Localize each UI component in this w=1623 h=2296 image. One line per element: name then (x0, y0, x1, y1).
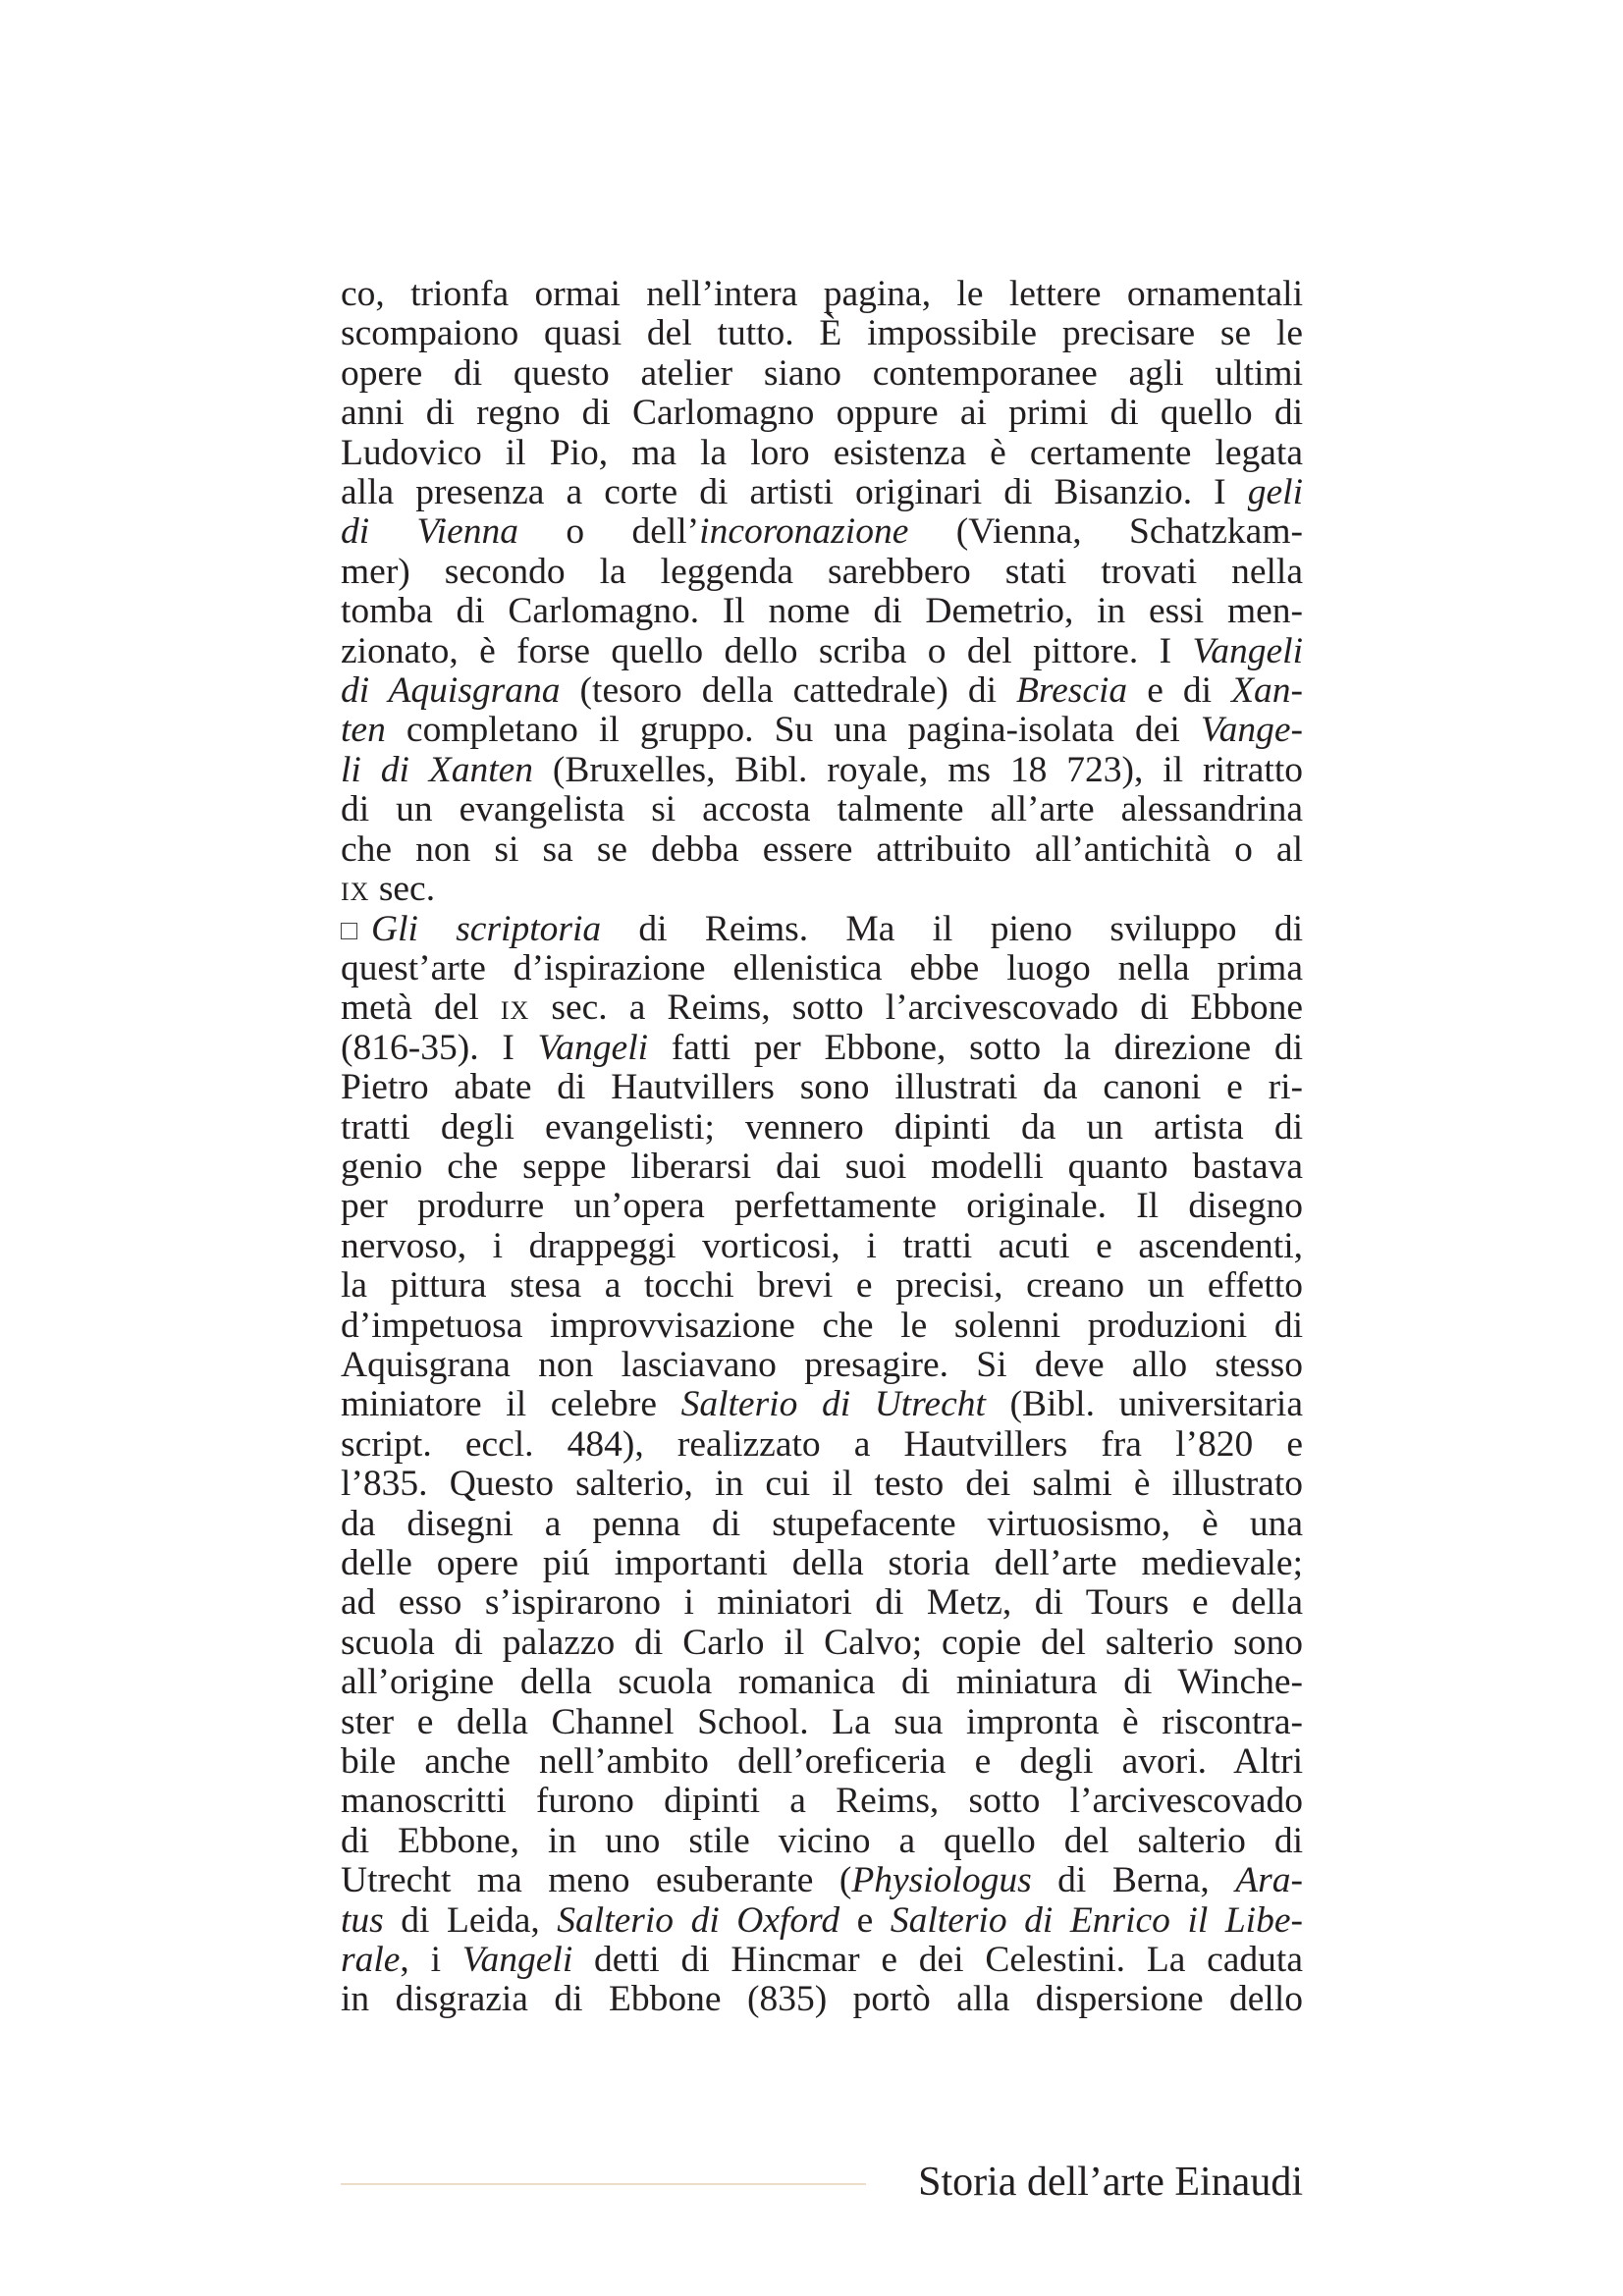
text-line: Ludovico il Pio, ma la loro esistenza è certamente legata (341, 432, 1303, 473)
text-line: tus di Leida, Salterio di Oxford e Salterio di Enrico il Libe- (341, 1899, 1303, 1941)
text-line: miniatore il celebre Salterio di Utrecht (Bibl. universitaria (341, 1384, 1303, 1425)
text-line: nervoso, i drappeggi vorticosi, i tratti acuti e ascendenti, (341, 1225, 1303, 1266)
text-line: di Vienna o dell’incoronazione (Vienna, Schatzkam- (341, 511, 1303, 553)
text-line: script. eccl. 484), realizzato a Hautvillers fra l’820 e (341, 1423, 1303, 1465)
section-square-icon (341, 923, 357, 939)
text-line: Aquisgrana non lasciavano presagire. Si deve allo stesso (341, 1344, 1303, 1385)
text-line: scompaiono quasi del tutto. È impossibile precisare se le (341, 313, 1303, 354)
text-line: bile anche nell’ambito dell’oreficeria e degli avori. Altri (341, 1741, 1303, 1783)
text-line: tratti degli evangelisti; vennero dipinti da un artista di (341, 1106, 1303, 1148)
text-line: rale, i Vangeli detti di Hincmar e dei Celestini. La caduta (341, 1940, 1303, 1981)
text-line: Gli scriptoria di Reims. Ma il pieno sviluppo di (341, 910, 1303, 949)
text-line: mer) secondo la leggenda sarebbero stati trovati nella (341, 551, 1303, 592)
text-line: scuola di palazzo di Carlo il Calvo; copie del salterio sono (341, 1622, 1303, 1663)
text-line: li di Xanten (Bruxelles, Bibl. royale, ms 18 723), il ritratto (341, 749, 1303, 790)
text-line: (816-35). I Vangeli fatti per Ebbone, sotto la direzione di (341, 1027, 1304, 1068)
text-line: Pietro abate di Hautvillers sono illustrati da canoni e ri- (341, 1067, 1303, 1108)
text-line: all’origine della scuola romanica di miniatura di Winche- (341, 1662, 1303, 1703)
text-line: anni di regno di Carlomagno oppure ai primi di quello di (341, 393, 1303, 434)
text-line: di un evangelista si accosta talmente all’arte alessandrina (341, 789, 1303, 830)
footer-divider (341, 2183, 866, 2185)
text-line: ster e della Channel School. La sua impronta è riscontra- (341, 1701, 1303, 1742)
footer-title: Storia dell’arte Einaudi (918, 2160, 1303, 2205)
text-line: di Ebbone, in uno stile vicino a quello del salterio di (341, 1820, 1303, 1861)
text-line: co, trionfa ormai nell’intera pagina, le lettere ornamentali (341, 274, 1303, 314)
text-line: in disgrazia di Ebbone (835) portò alla dispersione dello (341, 1979, 1303, 2020)
text-line: genio che seppe liberarsi dai suoi modelli quanto bastava (341, 1146, 1303, 1187)
text-line: alla presenza a corte di artisti originari di Bisanzio. I geli (341, 472, 1303, 513)
text-line: ix sec. (341, 869, 436, 910)
text-line: di Aquisgrana (tesoro della cattedrale) di Brescia e di Xan- (341, 670, 1303, 712)
text-line: tomba di Carlomagno. Il nome di Demetrio, in essi men- (341, 591, 1303, 632)
text-line: che non si sa se debba essere attribuito all’antichità o al (341, 828, 1303, 870)
text-line: ad esso s’ispirarono i miniatori di Metz, di Tours e della (341, 1582, 1303, 1624)
text-line: per produrre un’opera perfettamente originale. Il disegno (341, 1186, 1303, 1227)
text-line: zionato, è forse quello dello scriba o del pittore. I Vangeli (341, 630, 1303, 671)
text-line: quest’arte d’ispirazione ellenistica ebbe luogo nella prima (341, 947, 1303, 988)
text-line: metà del ix sec. a Reims, sotto l’arcivescovado di Ebbone (341, 988, 1303, 1029)
text-line: d’impetuosa improvvisazione che le solenni produzioni di (341, 1305, 1303, 1346)
text-line: manoscritti furono dipinti a Reims, sotto l’arcivescovado (341, 1781, 1303, 1822)
text-line: da disegni a penna di stupefacente virtuosismo, è una (341, 1503, 1303, 1544)
body-text (341, 275, 1303, 2020)
text-line: ten completano il gruppo. Su una pagina-isolata dei Vange- (341, 710, 1303, 751)
text-line: la pittura stesa a tocchi brevi e precisi, creano un effetto (341, 1265, 1303, 1307)
text-line: Utrecht ma meno esuberante (Physiologus di Berna, Ara- (341, 1860, 1303, 1901)
text-line: l’835. Questo salterio, in cui il testo dei salmi è illustrato (341, 1464, 1303, 1505)
text-line: delle opere piú importanti della storia dell’arte medievale; (341, 1543, 1303, 1583)
text-line: opere di questo atelier siano contemporanee agli ultimi (341, 352, 1303, 394)
